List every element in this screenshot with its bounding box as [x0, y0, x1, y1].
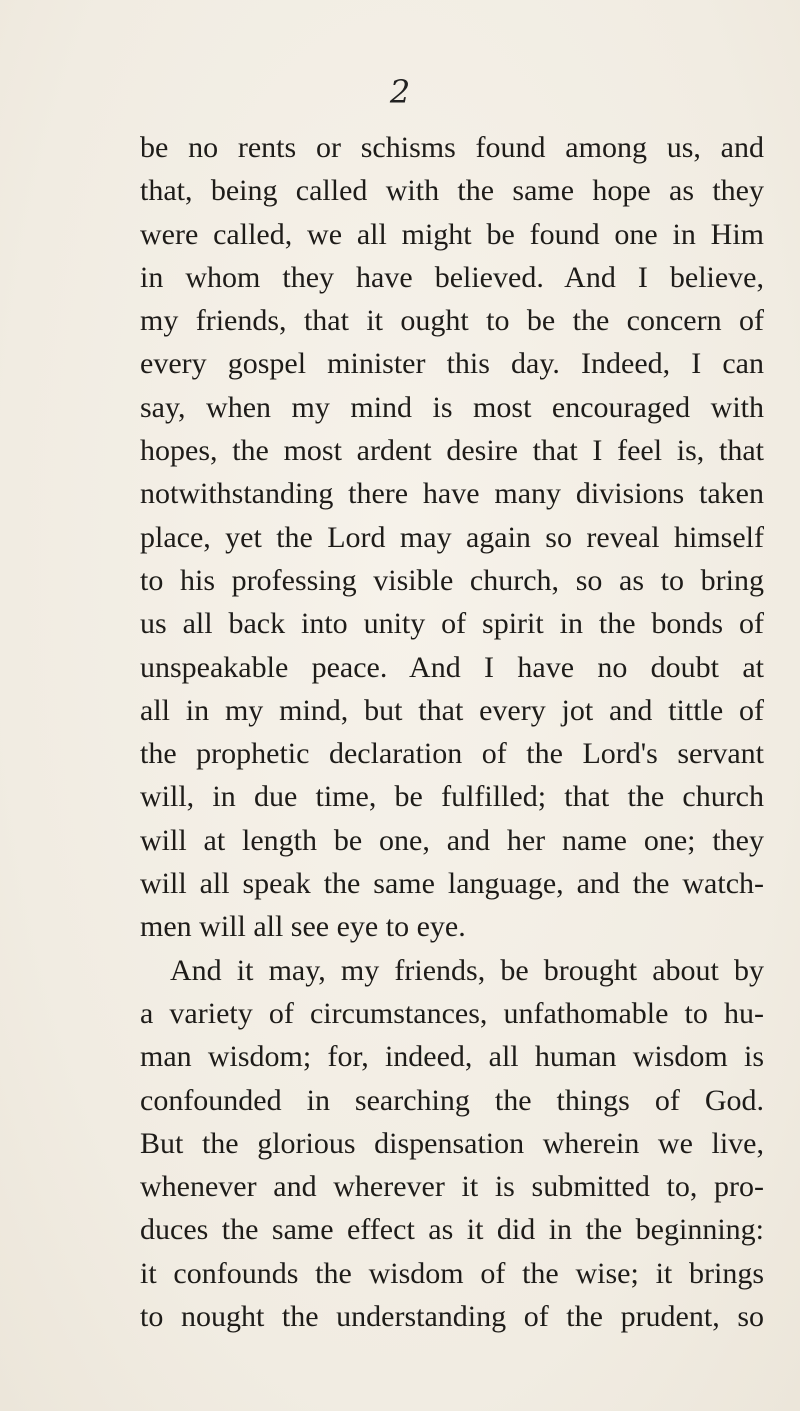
text-line: will, in due time, be fulfilled; that the church	[140, 780, 764, 814]
text-line: whenever and wherever it is submitted to, pro-	[140, 1170, 764, 1204]
text-line: be no rents or schisms found among us, and	[140, 131, 764, 164]
text-line: say, when my mind is most encouraged with	[140, 390, 764, 424]
text-line: us all back into unity of spirit in the bonds of	[140, 607, 764, 641]
text-line: in whom they have believed. And I believe,	[140, 260, 764, 294]
text-line: to nought the understanding of the prudent, so	[140, 1300, 764, 1334]
text-line: it confounds the wisdom of the wise; it brings	[140, 1256, 764, 1290]
text-line: will all speak the same language, and the watch-	[140, 867, 764, 901]
text-line: every gospel minister this day. Indeed, I can	[140, 347, 764, 381]
text-line: my friends, that it ought to be the concern of	[140, 304, 764, 338]
text-line: men will all see eye to eye.	[140, 910, 466, 944]
text-line: man wisdom; for, indeed, all human wisdom is	[140, 1040, 764, 1074]
text-line: a variety of circumstances, unfathomable to hu-	[140, 996, 764, 1030]
text-line: the prophetic declaration of the Lord's servant	[140, 737, 764, 771]
body-text	[140, 126, 764, 1338]
text-line: And it may, my friends, be brought about by	[170, 953, 764, 987]
text-line: hopes, the most ardent desire that I feel is, that	[140, 434, 764, 468]
page-number: 2	[389, 73, 411, 111]
text-line: notwithstanding there have many divisions taken	[140, 477, 764, 511]
text-line: confounded in searching the things of God.	[140, 1083, 764, 1117]
text-line: to his professing visible church, so as to bring	[140, 563, 764, 597]
text-line: will at length be one, and her name one; they	[140, 823, 764, 857]
text-line: unspeakable peace. And I have no doubt at	[140, 650, 764, 684]
text-line: that, being called with the same hope as they	[140, 174, 764, 208]
text-line: all in my mind, but that every jot and tittle of	[140, 693, 764, 727]
text-line: were called, we all might be found one in Him	[140, 217, 764, 251]
text-line: But the glorious dispensation wherein we live,	[140, 1126, 764, 1160]
text-line: place, yet the Lord may again so reveal himself	[140, 520, 764, 554]
text-line: duces the same effect as it did in the beginning:	[140, 1213, 764, 1247]
